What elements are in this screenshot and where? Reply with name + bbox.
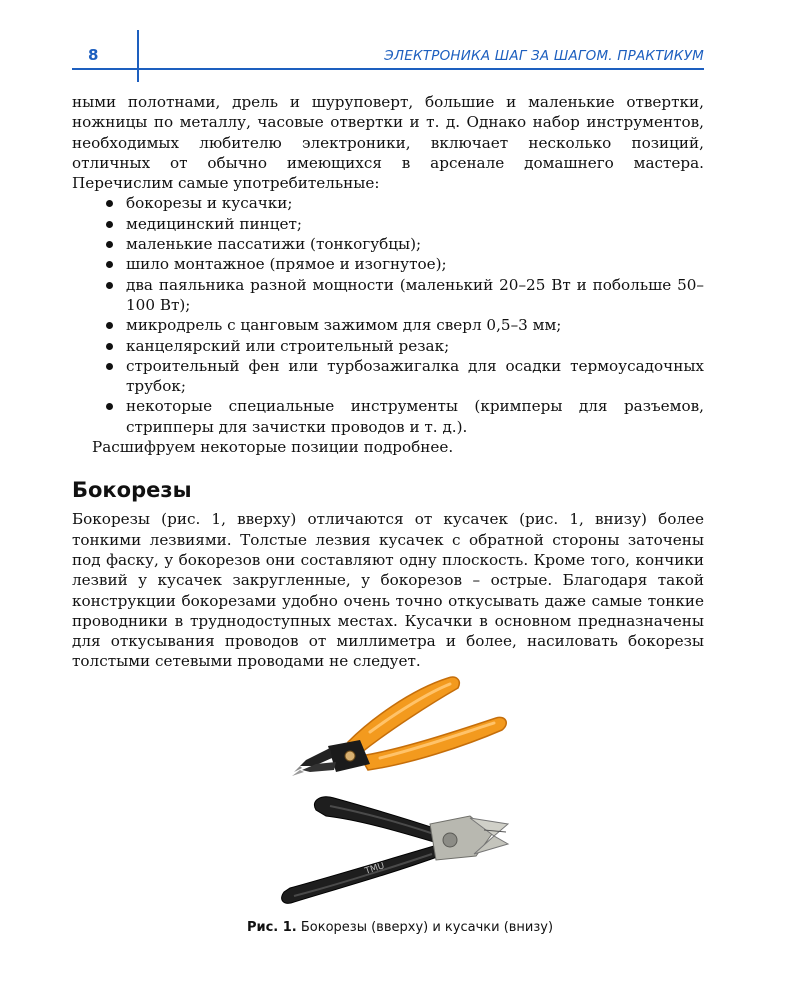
- bullet-icon: [106, 282, 113, 289]
- bullet-icon: [106, 363, 113, 370]
- list-item: [72, 193, 704, 213]
- bullet-icon: [106, 221, 113, 228]
- list-item-text: бокорезы и кусачки;: [126, 194, 293, 213]
- intro-paragraph: ными полотнами, дрель и шуруповерт, большие и маленькие отвертки, ножницы по металлу, часовые отвертки и т. д. Однако набор инструментов, необходимых любителю электроники, включает несколько позиций, отличных от обычно имеющихся в арсенале домашнего мастера. Перечислим самые употребительные:: [72, 93, 704, 193]
- list-item: [72, 396, 704, 437]
- handle-label: TMU: [363, 861, 386, 877]
- list-item: [72, 275, 704, 316]
- list-item-text: шило монтажное (прямое и изогнутое);: [126, 255, 447, 274]
- list-item-text: два паяльника разной мощности (маленький 20–25 Вт и побольше 50–100 Вт);: [126, 275, 704, 314]
- list-item: [72, 315, 704, 335]
- list-item-text: некоторые специальные инструменты (кримперы для разъемов, стрипперы для зачистки проводов и т. д.).: [126, 397, 704, 436]
- figure-caption: [0, 920, 800, 935]
- bullet-icon: [106, 322, 113, 329]
- list-item-text: медицинский пинцет;: [126, 214, 302, 233]
- page-body: [72, 92, 704, 672]
- page-header: [0, 0, 800, 90]
- diagonal-cutters-icon: [282, 797, 508, 904]
- list-item: [72, 356, 704, 397]
- running-book-title: ЭЛЕКТРОНИКА ШАГ ЗА ШАГОМ. ПРАКТИКУМ: [384, 48, 704, 64]
- bullet-icon: [106, 403, 113, 410]
- list-item: [72, 336, 704, 356]
- list-item-text: канцелярский или строительный резак;: [126, 336, 450, 355]
- list-item-text: строительный фен или турбозажигалка для осадки термоусадочных трубок;: [126, 356, 704, 396]
- caption-label: Рис. 1.: [246, 920, 297, 935]
- list-item: [72, 214, 704, 234]
- caption-text: Бокорезы (вверху) и кусачки (внизу): [296, 920, 554, 935]
- page-number: 8: [88, 46, 99, 64]
- after-list-paragraph: Расшифруем некоторые позиции подробнее.: [92, 438, 454, 457]
- list-item: [72, 234, 704, 254]
- bullet-icon: [106, 261, 113, 268]
- section-heading: Бокорезы: [72, 478, 192, 503]
- side-cutters-icon: [292, 677, 506, 776]
- list-item-text: микродрель с цанговым зажимом для сверл 0,5–3 мм;: [126, 316, 562, 335]
- tool-list: [72, 193, 704, 437]
- list-item-text: маленькие пассатижи (тонкогубцы);: [126, 235, 422, 254]
- list-item: [72, 254, 704, 274]
- pliers-illustration: [270, 660, 530, 910]
- bullet-icon: [106, 200, 113, 207]
- bullet-icon: [106, 343, 113, 350]
- header-divider-horizontal: [72, 68, 704, 70]
- figure-pliers-photo: [270, 660, 530, 910]
- section-paragraph: Бокорезы (рис. 1, вверху) отличаются от кусачек (рис. 1, внизу) более тонкими лезвиями. Толстые лезвия кусачек с обратной стороны заточены под фаску, у бокорезов они составляют одну плоскость. Кроме того, кончики лезвий у кусачек закругленные, у бокорезов – острые. Благодаря такой конструкции бокорезами удобно очень точно откусывать даже самые тонкие проводники в труднодоступных местах. Кусачки в основном предназначены для откусывания проводов от миллиметра и более, насиловать бокорезы толстыми сетевыми проводами не следует.: [72, 510, 704, 671]
- header-divider-vertical: [137, 30, 139, 82]
- bullet-icon: [106, 241, 113, 248]
